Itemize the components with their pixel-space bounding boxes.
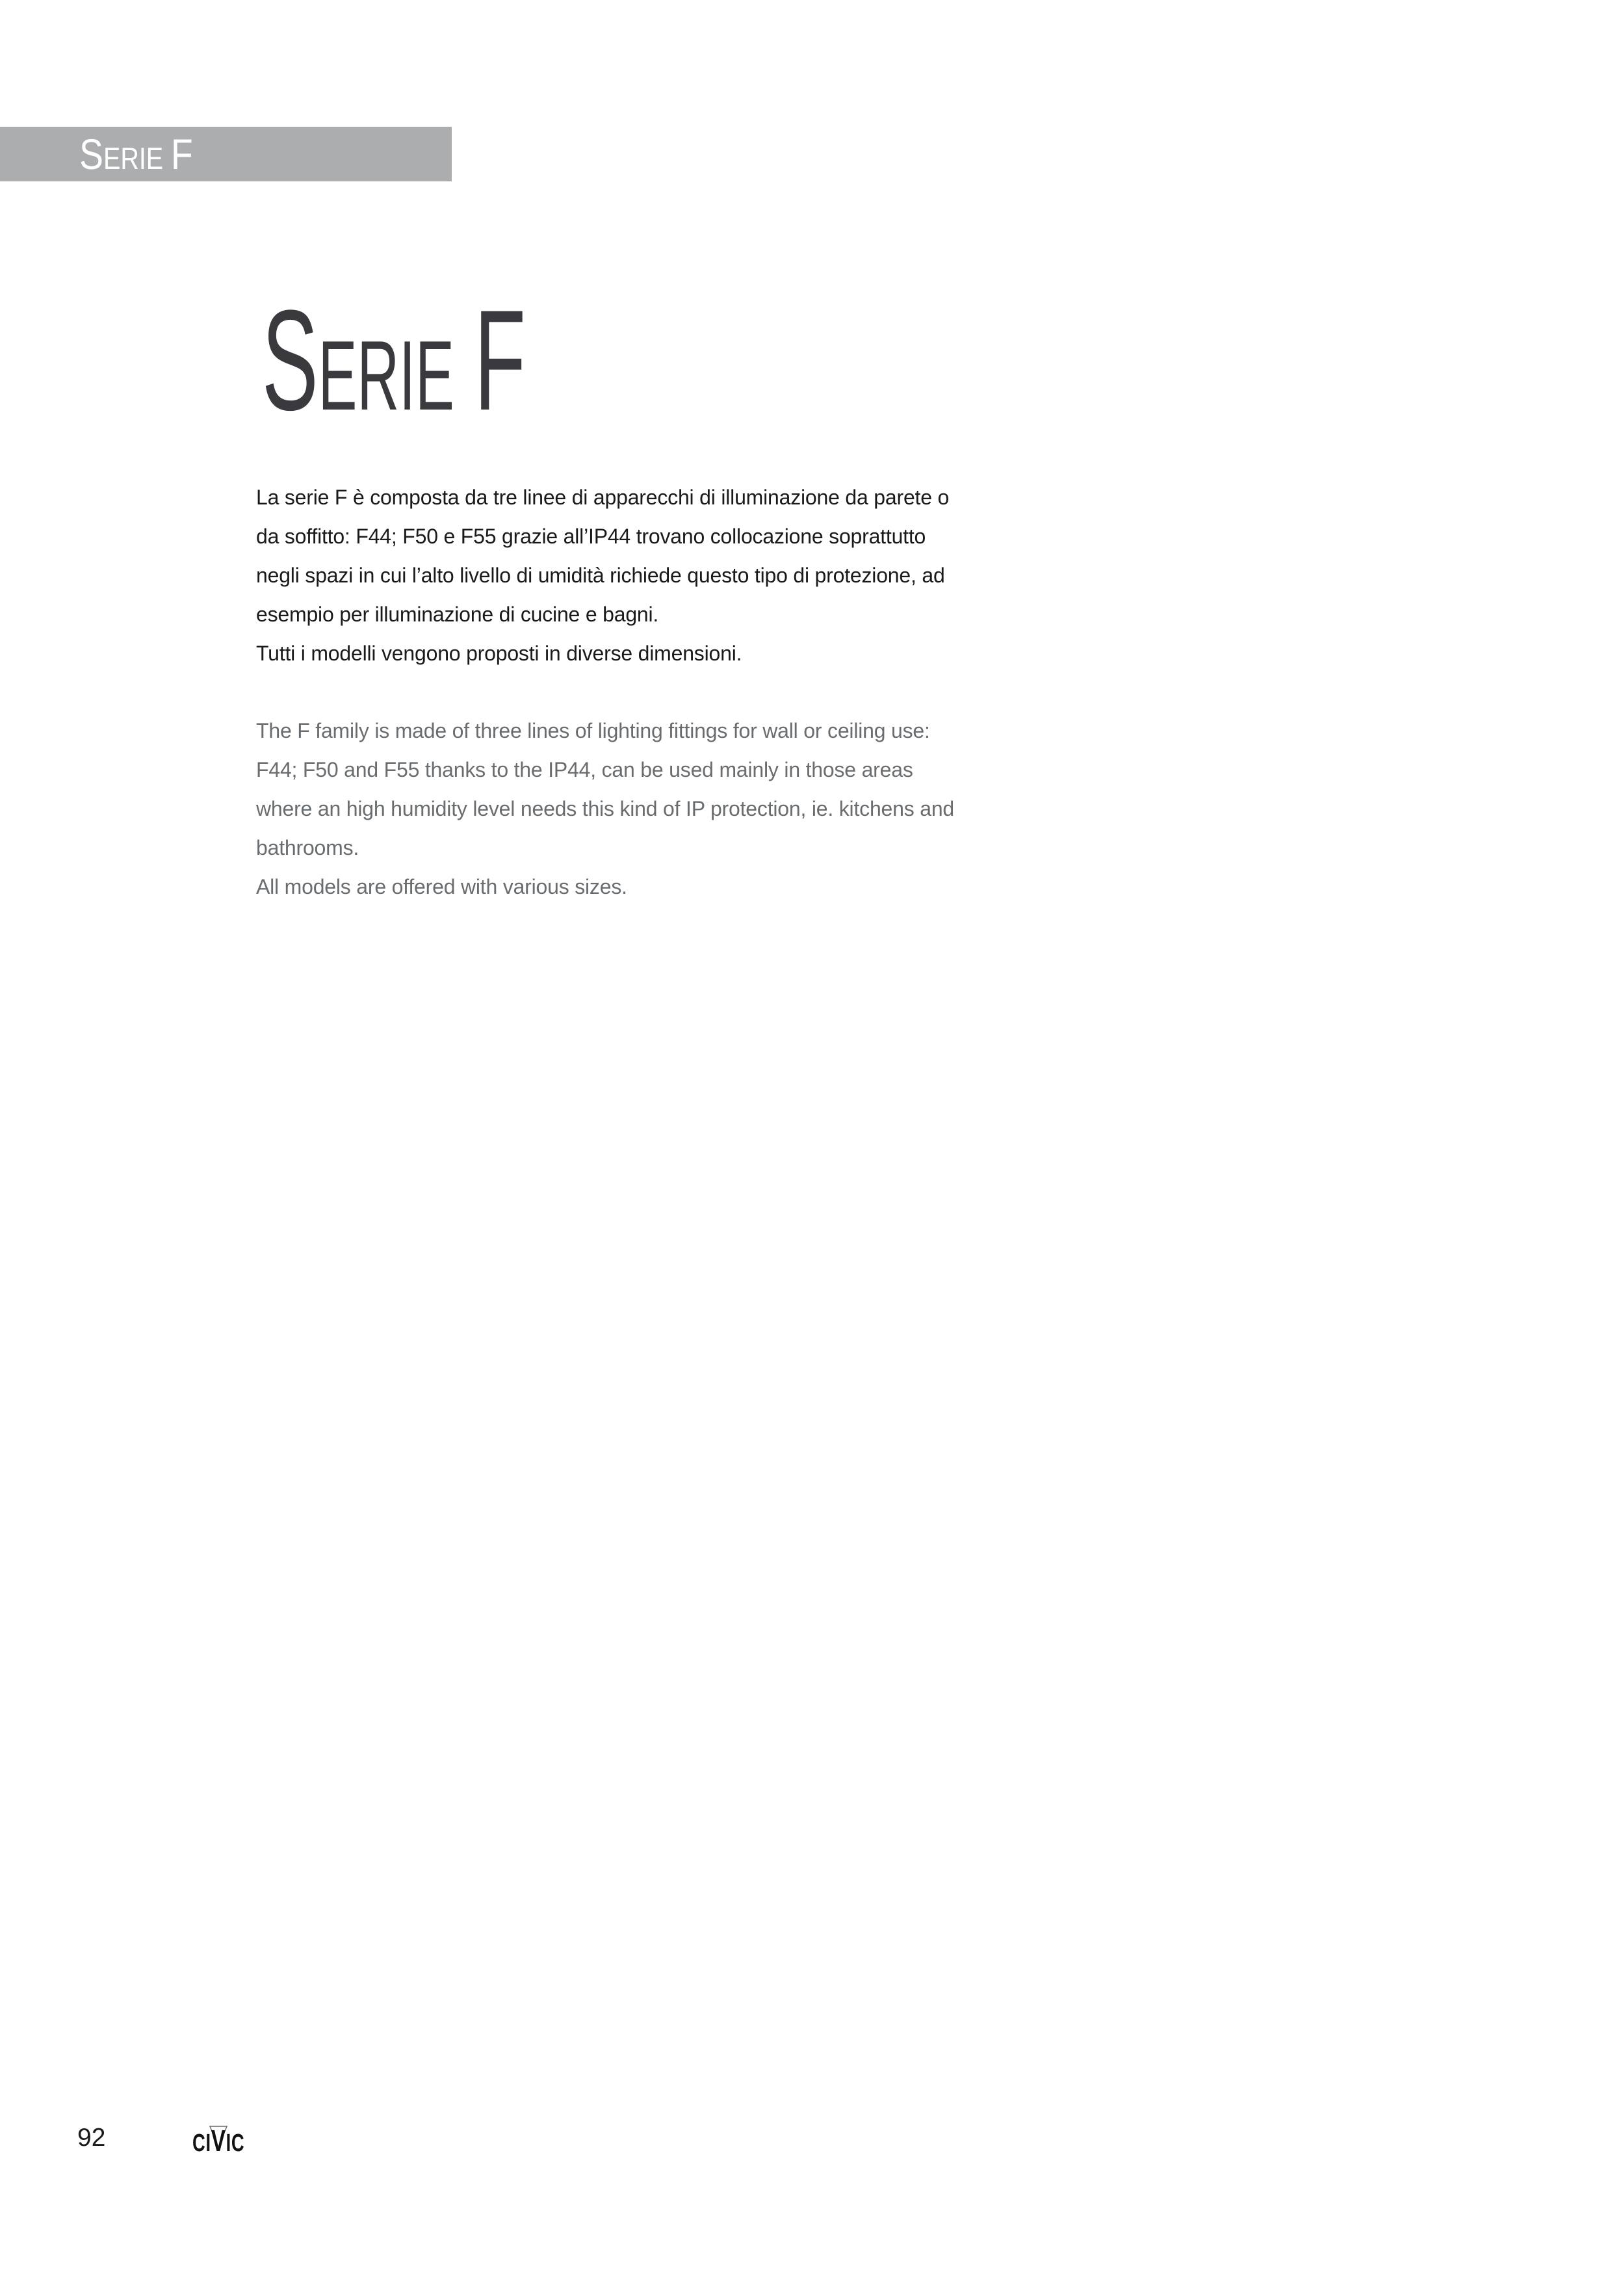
text-line: F44; F50 and F55 thanks to the IP44, can be used mainly in those areas <box>256 758 913 781</box>
banner-label-initial: S <box>79 130 103 178</box>
civic-logo <box>192 2123 244 2156</box>
page-title-text <box>262 280 526 474</box>
civic-logo-text <box>192 2126 244 2156</box>
page-title <box>262 280 709 474</box>
title-initial: S <box>262 280 318 440</box>
series-banner <box>0 127 452 181</box>
text-line: La serie F è composta da tre linee di apparecchi di illuminazione da parete o <box>256 486 950 509</box>
intro-paragraph-italian <box>256 478 949 673</box>
banner-label-series-letter: F <box>170 130 193 178</box>
title-smallcaps: ERIE <box>318 320 454 431</box>
text-line: Tutti i modelli vengono proposti in diverse dimensioni. <box>256 642 742 665</box>
intro-paragraph-english <box>256 711 954 906</box>
title-series-letter: F <box>474 280 526 440</box>
text-line: where an high humidity level needs this kind of IP protection, ie. kitchens and <box>256 797 955 820</box>
text-line: esempio per illuminazione di cucine e bagni. <box>256 603 659 626</box>
logo-text-left: CI <box>192 2130 211 2157</box>
banner-label-smallcaps: ERIE <box>103 141 164 176</box>
text-line: All models are offered with various sizes. <box>256 875 627 898</box>
text-line: The F family is made of three lines of lighting fittings for wall or ceiling use: <box>256 719 930 742</box>
page-number: 92 <box>77 2124 106 2152</box>
text-line: negli spazi in cui l’alto livello di umidità richiede questo tipo di protezione, ad <box>256 564 945 587</box>
logo-text-right: IC <box>226 2130 245 2157</box>
logo-text-v: V <box>211 2124 226 2158</box>
text-line: da soffitto: F44; F50 e F55 grazie all’IP44 trovano collocazione soprattutto <box>256 525 926 548</box>
text-line: bathrooms. <box>256 836 359 859</box>
series-banner-label <box>79 130 193 178</box>
